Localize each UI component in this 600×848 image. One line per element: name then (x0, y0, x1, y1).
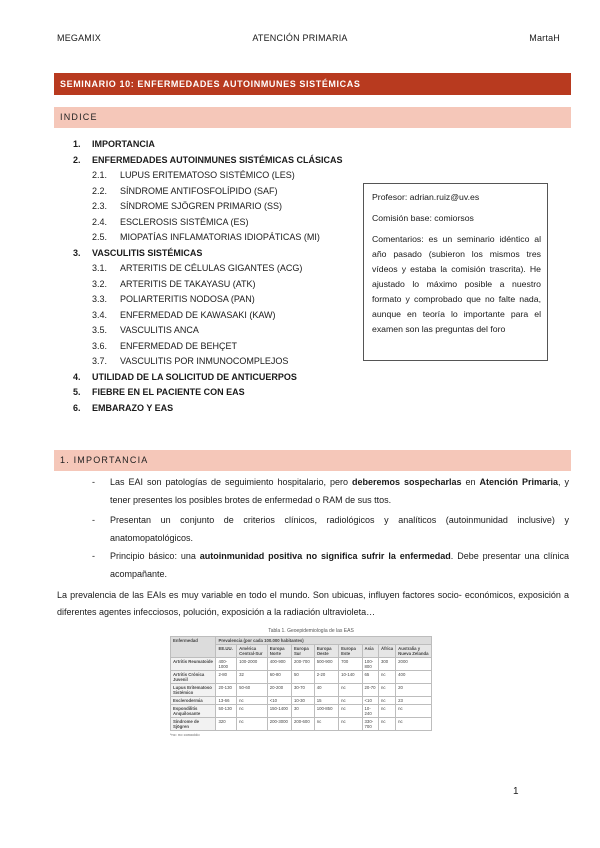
table-col-header: Australia y Nueva Zelanda (396, 645, 432, 658)
table-col-header: Europa Norte (267, 645, 291, 658)
table-col-header: Europa Este (339, 645, 362, 658)
table-header-prevalence: Prevalencia (por cada 100.000 habitantes) (216, 637, 432, 645)
toc-subitem[interactable]: 2.3. SÍNDROME SJÖGREN PRIMARIO (SS) (92, 201, 283, 211)
toc-item[interactable]: 1. IMPORTANCIA (73, 139, 155, 149)
index-title: INDICE (54, 107, 571, 128)
table-row: Lupus Eritematoso Sistémico 20-130 50-60 20-200 30-70 40 nc 20-70 nc 20 (171, 684, 432, 697)
bullet-item: - Presentan un conjunto de criterios clínicos, radiológicos y analíticos (autoinmunidad inclusive) y anatomopatológicos. (92, 515, 569, 543)
bullet-item: - Las EAI son patologías de seguimiento hospitalario, pero deberemos sospecharlas en Atención Primaria, y tener presentes los posibles brotes de enfermedad o RAM de sus ttos. (92, 477, 569, 505)
table-caption: Tabla 1. Geoepidemiología de las EAS (268, 628, 354, 634)
toc-subitem[interactable]: 2.1. LUPUS ERITEMATOSO SISTÉMICO (LES) (92, 170, 295, 180)
table-col-header: Europa Oeste (314, 645, 338, 658)
toc-subitem[interactable]: 3.3. POLIARTERITIS NODOSA (PAN) (92, 294, 255, 304)
header-right: MartaH (529, 33, 560, 43)
bullet-item: - Principio básico: una autoinmunidad positiva no significa sufrir la enfermedad. Debe presentar una clínica acompañante. (92, 551, 569, 579)
header-left: MEGAMIX (57, 33, 101, 43)
table-row: Espondilitis Anquilosante 50-130 nc 150-1400 30 100-850 nc 10-240 nc nc (171, 705, 432, 718)
table-col-header: África (378, 645, 395, 658)
table-row: Artritis Crónica Juvenil 2-80 32 60-80 50 2-20 10-140 65 nc 400 (171, 671, 432, 684)
seminar-info-box (363, 183, 548, 361)
table-header-disease: Enfermedad (171, 637, 216, 658)
table-footnote: *nc: no conocido (170, 732, 200, 737)
table-of-contents (73, 137, 373, 416)
professor-email: Profesor: adrian.ruiz@uv.es (372, 192, 480, 202)
toc-subitem[interactable]: 2.5. MIOPATÍAS INFLAMATORIAS IDIOPÁTICAS (MI) (92, 232, 320, 242)
prevalence-paragraph: La prevalencia de las EAIs es muy variable en todo el mundo. Son ubicuas, influyen factores socio- económicos, exposición a diferentes agentes infecciosos, polución, exposición a la radiación ultravioleta… (57, 590, 569, 617)
table-col-header: Europa Sur (291, 645, 314, 658)
comments-text: Comentarios: es un seminario idéntico al año pasado (subieron los mismos tres vídeos y estaba la comisión trascrita). He ajustado lo máximo posible a nuestro formato y comprobado que no falte nada, aunque en teoría lo importante para el examen son las preguntas del foro (372, 234, 541, 334)
table-row: Artritis Reumatoide 400-1000 100-2000 400-900 200-700 500-900 700 100-800 300 2000 (171, 658, 432, 671)
table-row: Síndrome de Sjögren 320 nc 200-3000 200-600 nc nc 330-700 nc nc (171, 718, 432, 731)
geoepidemiology-table (170, 636, 432, 731)
table-col-header: Asia (362, 645, 378, 658)
table-col-header: EE.UU. (216, 645, 237, 658)
toc-subitem[interactable]: 3.5. VASCULITIS ANCA (92, 325, 199, 335)
toc-item[interactable]: 4. UTILIDAD DE LA SOLICITUD DE ANTICUERPOS (73, 371, 297, 382)
toc-item[interactable]: 3. VASCULITIS SISTÉMICAS (73, 247, 203, 258)
commission-label: Comisión base: comiorsos (372, 213, 474, 223)
toc-subitem[interactable]: 3.2. ARTERITIS DE TAKAYASU (ATK) (92, 278, 256, 289)
table-row: Esclerodermia 13-66 nc <10 10-30 15 nc <10 nc 23 (171, 697, 432, 705)
seminar-title-banner: SEMINARIO 10: ENFERMEDADES AUTOINMUNES SISTÉMICAS (54, 73, 571, 95)
toc-item[interactable]: 6. EMBARAZO Y EAS (73, 402, 174, 413)
section-importancia-title: 1. IMPORTANCIA (54, 450, 571, 471)
table-col-header: América Central-Sur (237, 645, 268, 658)
toc-subitem[interactable]: 2.4. ESCLEROSIS SISTÉMICA (ES) (92, 216, 249, 227)
header-center: ATENCIÓN PRIMARIA (252, 33, 348, 43)
page-number: 1 (513, 786, 519, 797)
geoepidemiology-table-figure (170, 628, 432, 737)
toc-subitem[interactable]: 3.7. VASCULITIS POR INMUNOCOMPLEJOS (92, 356, 289, 366)
toc-subitem[interactable]: 2.2. SÍNDROME ANTIFOSFOLÍPIDO (SAF) (92, 185, 278, 196)
toc-subitem[interactable]: 3.1. ARTERITIS DE CÉLULAS GIGANTES (ACG) (92, 263, 303, 273)
toc-subitem[interactable]: 3.6. ENFERMEDAD DE BEHÇET (92, 340, 238, 351)
toc-subitem[interactable]: 3.4. ENFERMEDAD DE KAWASAKI (KAW) (92, 309, 276, 320)
toc-item[interactable]: 2. ENFERMEDADES AUTOINMUNES SISTÉMICAS CLÁSICAS (73, 154, 343, 165)
toc-item[interactable]: 5. FIEBRE EN EL PACIENTE CON EAS (73, 387, 245, 397)
